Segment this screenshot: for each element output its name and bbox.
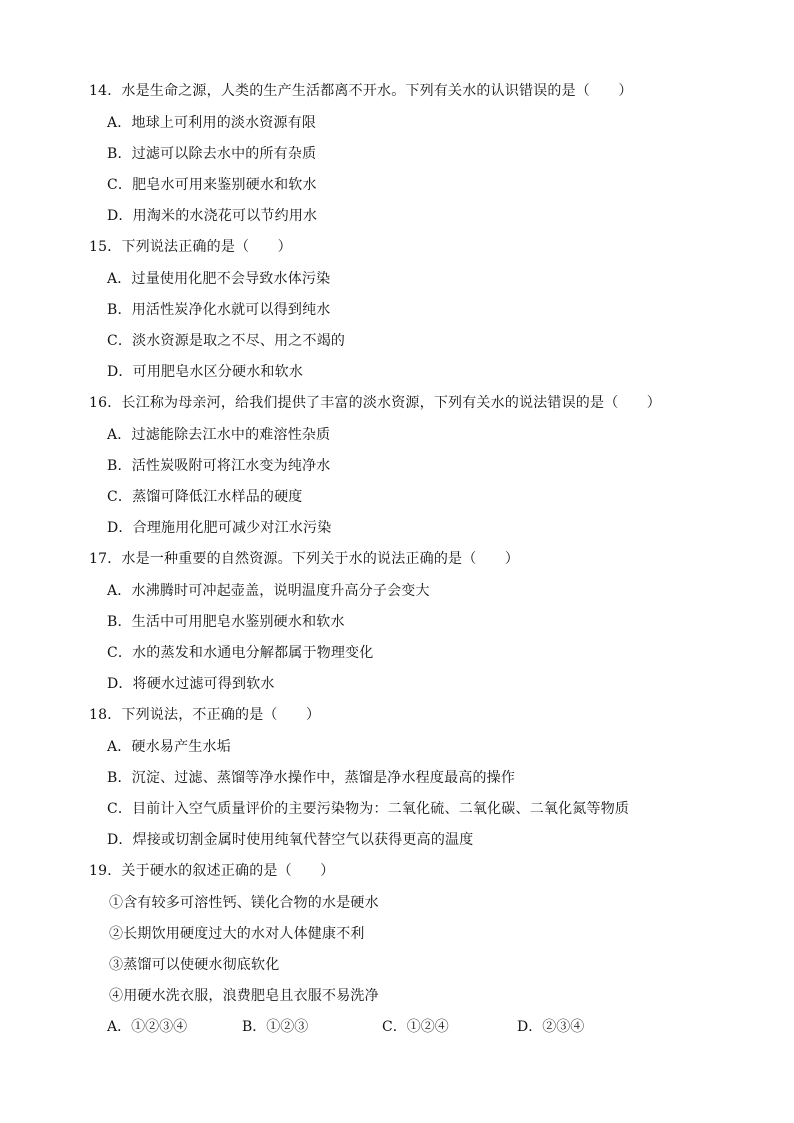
question-19-choice-c: C．①②④ (382, 1019, 449, 1035)
question-17-option-a: A．水沸腾时可冲起壶盖，说明温度升高分子会变大 (107, 583, 430, 599)
question-17-option-d: D．将硬水过滤可得到软水 (107, 676, 275, 692)
question-19-choice-a: A．①②③④ (107, 1019, 188, 1035)
question-17-stem: 17．水是一种重要的自然资源。下列关于水的说法正确的是（ ） (89, 551, 520, 567)
question-19-statement-1: ①含有较多可溶性钙、镁化合物的水是硬水 (109, 895, 379, 911)
question-18-option-a: A．硬水易产生水垢 (107, 739, 231, 755)
question-14-option-a: A．地球上可利用的淡水资源有限 (107, 115, 317, 131)
question-19-statement-4: ④用硬水洗衣服，浪费肥皂且衣服不易洗净 (109, 988, 379, 1004)
question-19-choice-d: D．②③④ (517, 1019, 585, 1035)
question-14-option-d: D．用淘米的水浇花可以节约用水 (107, 208, 318, 224)
question-14-option-b: B．过滤可以除去水中的所有杂质 (107, 146, 317, 162)
question-14-stem: 14．水是生命之源，人类的生产生活都离不开水。下列有关水的认识错误的是（ ） (89, 83, 633, 99)
question-15-option-b: B．用活性炭净化水就可以得到纯水 (107, 302, 331, 318)
question-14-option-c: C．肥皂水可用来鉴别硬水和软水 (107, 177, 317, 193)
question-15-option-d: D．可用肥皂水区分硬水和软水 (107, 364, 304, 380)
question-19-stem: 19．关于硬水的叙述正确的是（ ） (89, 863, 335, 879)
question-18-option-b: B．沉淀、过滤、蒸馏等净水操作中，蒸馏是净水程度最高的操作 (107, 770, 516, 786)
question-16-option-b: B．活性炭吸附可将江水变为纯净水 (107, 458, 331, 474)
question-19-choice-b: B．①②③ (242, 1019, 309, 1035)
question-15-option-a: A．过量使用化肥不会导致水体污染 (107, 271, 331, 287)
question-15-stem: 15．下列说法正确的是（ ） (89, 239, 292, 255)
question-15-option-c: C．淡水资源是取之不尽、用之不竭的 (107, 333, 346, 349)
question-18-option-c: C．目前计入空气质量评价的主要污染物为：二氧化硫、二氧化碳、二氧化氮等物质 (107, 801, 630, 817)
question-16-option-c: C．蒸馏可降低江水样品的硬度 (107, 489, 303, 505)
question-18-option-d: D．焊接或切割金属时使用纯氧代替空气以获得更高的温度 (107, 832, 474, 848)
question-16-option-d: D．合理施用化肥可减少对江水污染 (107, 520, 332, 536)
question-17-option-c: C．水的蒸发和水通电分解都属于物理变化 (107, 645, 374, 661)
question-19-statement-2: ②长期饮用硬度过大的水对人体健康不利 (109, 926, 365, 942)
question-16-stem: 16．长江称为母亲河，给我们提供了丰富的淡水资源，下列有关水的说法错误的是（ ） (89, 395, 662, 411)
question-17-option-b: B．生活中可用肥皂水鉴别硬水和软水 (107, 614, 345, 630)
question-19-statement-3: ③蒸馏可以使硬水彻底软化 (109, 957, 280, 973)
question-18-stem: 18．下列说法，不正确的是（ ） (89, 707, 321, 723)
question-19-choices (107, 1018, 627, 1036)
question-16-option-a: A．过滤能除去江水中的难溶性杂质 (107, 427, 331, 443)
